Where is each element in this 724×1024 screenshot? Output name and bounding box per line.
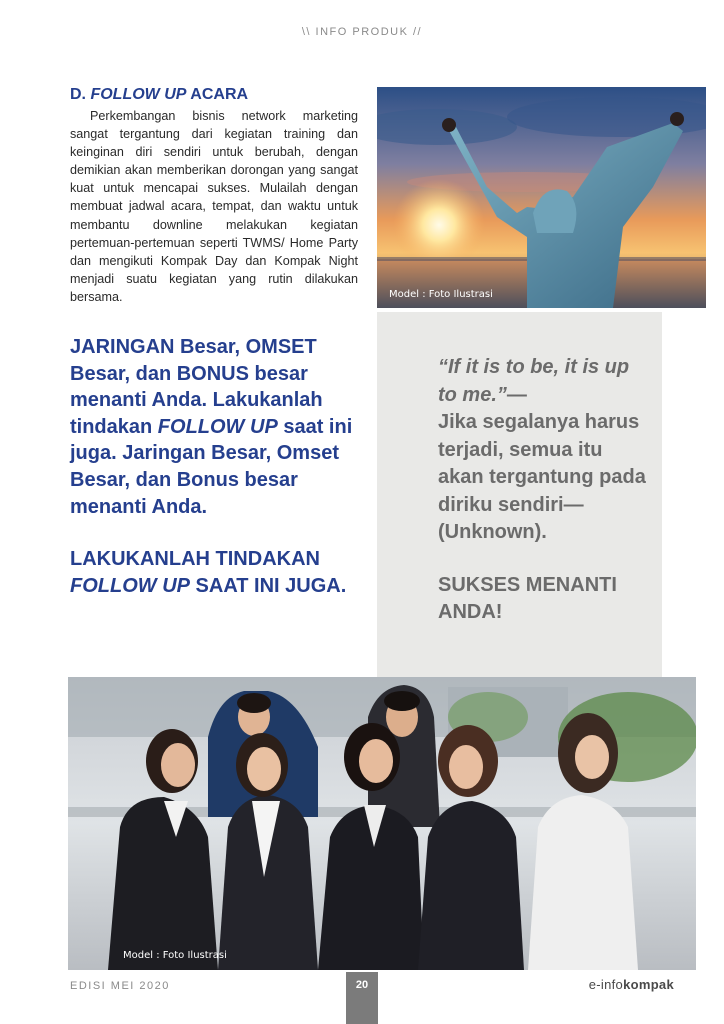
team-photo-caption: Model : Foto Ilustrasi (123, 950, 227, 961)
brand-light: e-info (588, 977, 624, 992)
quote-text (438, 354, 648, 627)
quote-english: “If it is to be, it is up to me.” (438, 356, 630, 406)
section-prefix: D. (70, 86, 91, 103)
callout-paragraph (70, 334, 370, 520)
photo-caption: Model : Foto Ilustrasi (389, 289, 493, 300)
sunset-photo (377, 87, 706, 308)
section-title-rest: ACARA (186, 86, 249, 103)
callout-part2: saat ini juga. Jaringan Besar, Omset Besar, dan Bonus besar menanti Anda. (70, 415, 353, 518)
callout-text (70, 334, 370, 599)
cta-prefix: LAKUKANLAH TINDAKAN (70, 548, 320, 571)
edition-label: EDISI MEI 2020 (70, 980, 170, 992)
quote-dash: — (506, 383, 527, 406)
quote-cta: SUKSES MENANTI ANDA! (438, 573, 617, 623)
body-paragraph: Perkembangan bisnis network marketing sangat tergantung dari kegiatan training dan keinginan diri sendiri untuk berubah, dengan demikian akan memberikan dorongan yang sangat kuat untuk mencapai sukses. Mulailah dengan membuat jadwal acara, tempat, dan waktu untuk membantu downline melakukan kegiatan pertemuan-pertemuan seperti TWMS/ Home Party dan mengikuti Kompak Day dan Kompak Night menjadi suatu kegiatan yang rutin dilakukan bersama. (70, 109, 358, 304)
cta-italic: FOLLOW UP (70, 574, 190, 597)
callout-cta (70, 546, 370, 599)
sunset-illustration (377, 87, 706, 308)
cta-suffix: SAAT INI JUGA. (189, 574, 347, 597)
callout-part1: JARINGAN Besar, OMSET Besar, dan BONUS besar menanti Anda. Lakukanlah tindakan (70, 336, 323, 438)
quote-translation: Jika segalanya harus terjadi, semua itu akan tergantung pada diriku sendiri— (Unknown). (438, 411, 646, 543)
team-photo (68, 677, 696, 970)
header-label: \\ INFO PRODUK // (301, 26, 423, 38)
section-title (70, 86, 248, 104)
section-title-italic: FOLLOW UP (90, 86, 187, 103)
team-illustration (68, 677, 696, 970)
page-number: 20 (346, 972, 378, 1024)
quote-english-line (438, 354, 648, 409)
brand-logo (589, 977, 674, 992)
callout-italic: FOLLOW UP (157, 415, 278, 438)
brand-bold: kompak (623, 977, 674, 992)
